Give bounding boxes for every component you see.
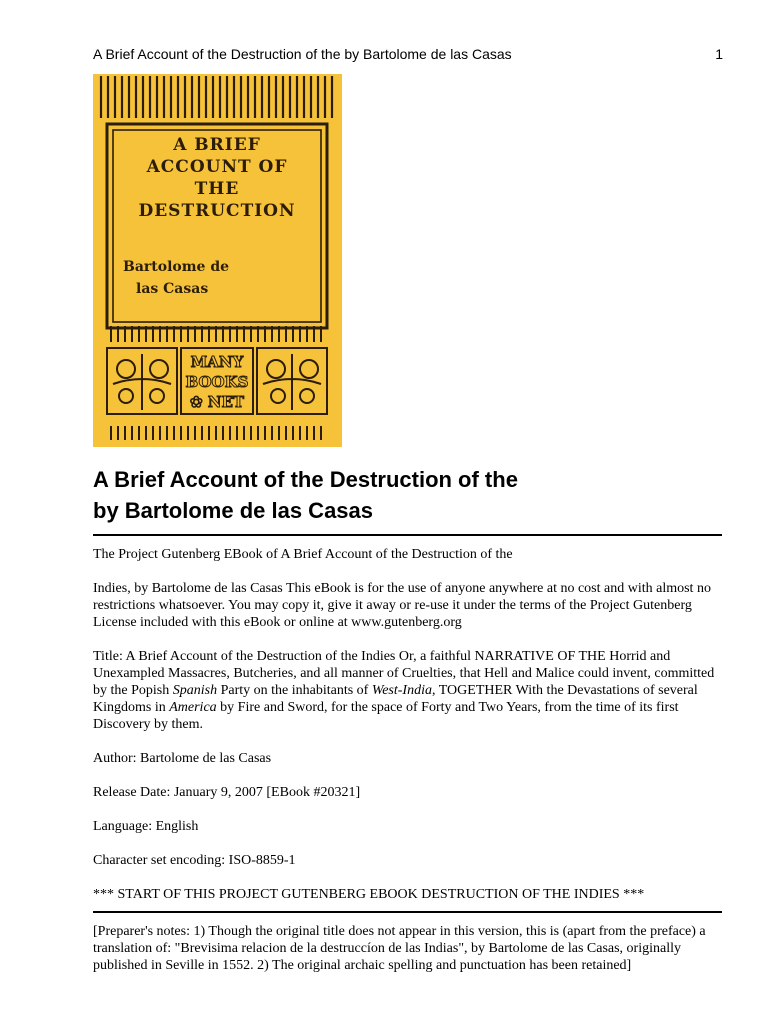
title-text: Title: A Brief Account of the Destruction of the Indies Or, a faithful NARRATIVE OF THE Horrid and Unexampled Massacres, Butcheries, and all manner of Cruelties, that Hell and Malice could invent, committed by the Popish	[93, 649, 715, 698]
cover-author-line: Bartolome de	[123, 259, 230, 275]
running-header	[93, 46, 723, 62]
cover-image	[93, 74, 342, 447]
cover-title-line: A BRIEF	[173, 135, 261, 155]
title-text: by Fire and Sword, for the space of Forty and Two Years, from the time of its first Discovery by them.	[93, 700, 679, 732]
title-line-2: by Bartolome de las Casas	[93, 498, 374, 523]
title-text: Party on the inhabitants of	[217, 683, 372, 698]
encoding-line: Character set encoding: ISO-8859-1	[93, 853, 296, 868]
cover-title-line: DESTRUCTION	[138, 201, 296, 221]
title-paragraph	[93, 648, 725, 733]
title-rule	[93, 534, 722, 536]
title-text: , TOGETHER With the Devastations of several Kingdoms in	[93, 683, 698, 715]
language-line: Language: English	[93, 819, 199, 834]
many-books-logo	[186, 353, 249, 411]
intro-paragraph: Indies, by Bartolome de las Casas This eBook is for the use of anyone anywhere at no cost and with almost no restrictions whatsoever. You may copy it, give it away or re-use it under the terms of the Project Gutenberg License included with this eBook or online at www.gutenberg.org	[93, 581, 711, 630]
logo-line: ✿ NET	[189, 393, 245, 411]
logo-line: MANY	[190, 353, 244, 371]
document-title	[93, 464, 723, 526]
preparer-notes: [Preparer's notes: 1) Though the original title does not appear in this version, this is (apart from the preface) a translation of: "Brevisima relacion de la destruccíon de las Indias", by Bartolome de las Casas, originally published in Seville in 1552. 2) The original archaic spelling and punctuation has been retained]	[93, 924, 706, 973]
start-marker: *** START OF THIS PROJECT GUTENBERG EBOOK DESTRUCTION OF THE INDIES ***	[93, 887, 645, 902]
logo-line: BOOKS	[185, 373, 249, 391]
page-number: 1	[715, 46, 723, 62]
release-date-line: Release Date: January 9, 2007 [EBook #20321]	[93, 785, 361, 800]
cover-title-line: THE	[194, 179, 240, 199]
title-italic: America	[169, 700, 217, 715]
cover-illustration	[93, 74, 342, 447]
cover-author-line: las Casas	[136, 281, 209, 297]
title-italic: Spanish	[172, 683, 218, 698]
title-italic: West-India	[371, 683, 432, 698]
author-line: Author: Bartolome de las Casas	[93, 751, 272, 766]
cover-title-line: ACCOUNT OF	[146, 157, 288, 177]
section-rule	[93, 911, 722, 913]
intro-line: The Project Gutenberg EBook of A Brief Account of the Destruction of the	[93, 547, 513, 562]
running-title: A Brief Account of the Destruction of the by Bartolome de las Casas	[93, 46, 512, 62]
title-line-1: A Brief Account of the Destruction of the	[93, 467, 518, 492]
